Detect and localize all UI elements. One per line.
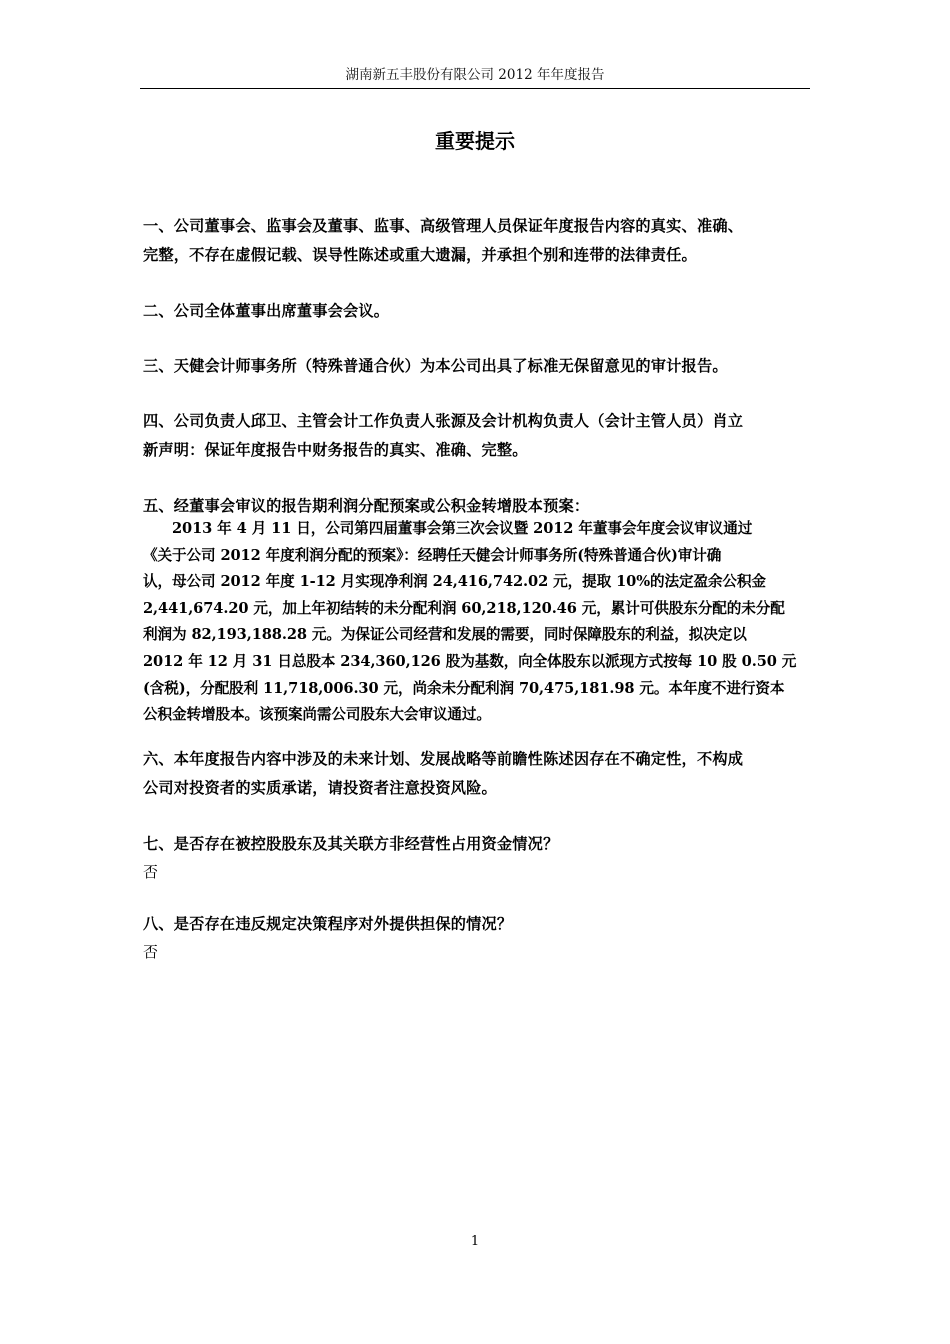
notice-item-4-line-1: 四、公司负责人邱卫、主管会计工作负责人张源及会计机构负责人（会计主管人员）肖立 (143, 412, 744, 430)
profit-distribution-line-6: 2012 年 12 月 31 日总股本 234,360,126 股为基数，向全体股东以派现方式按每 10 股 0.50 元 (143, 652, 797, 670)
page-title: 重要提示 (435, 129, 515, 153)
notice-item-7-question (143, 830, 803, 859)
notice-item-3 (143, 352, 803, 381)
page-header: 湖南新五丰股份有限公司 2012 年年度报告 (345, 67, 605, 83)
notice-item-6-line-1: 六、本年度报告内容中涉及的未来计划、发展战略等前瞻性陈述因存在不确定性，不构成 (143, 750, 744, 768)
notice-item-1 (143, 212, 803, 270)
notice-item-6-line-2: 公司对投资者的实质承诺，请投资者注意投资风险。 (143, 779, 497, 797)
notice-item-2-line-1: 二、公司全体董事出席董事会会议。 (143, 302, 390, 320)
notice-item-8-question-line: 八、是否存在违反规定决策程序对外提供担保的情况？ (143, 915, 513, 933)
notice-item-2 (143, 297, 803, 326)
profit-distribution-line-1: 2013 年 4 月 11 日，公司第四届董事会第三次会议暨 2012 年董事会年度会议审议通过 (143, 520, 753, 537)
profit-distribution-line-7: (含税)，分配股利 11,718,006.30 元，尚余未分配利润 70,475,181.98 元。本年度不进行资本 (143, 679, 785, 697)
profit-distribution-line-3: 认，母公司 2012 年度 1-12 月实现净利润 24,416,742.02 元，提取 10%的法定盈余公积金 (143, 573, 766, 591)
profit-distribution-line-5: 利润为 82,193,188.28 元。为保证公司经营和发展的需要，同时保障股东的利益，拟决定以 (143, 626, 747, 644)
notice-item-8-question (143, 910, 803, 939)
notice-item-1-line-2: 完整，不存在虚假记载、误导性陈述或重大遗漏，并承担个别和连带的法律责任。 (143, 246, 697, 264)
notice-item-7-question-line: 七、是否存在被控股股东及其关联方非经营性占用资金情况？ (143, 835, 559, 853)
profit-distribution-paragraph (143, 516, 805, 729)
profit-distribution-line-4: 2,441,674.20 元，加上年初结转的未分配利润 60,218,120.46 元，累计可供股东分配的未分配 (143, 599, 785, 617)
profit-distribution-line-2: 《关于公司 2012 年度利润分配的预案》：经聘任天健会计师事务所(特殊普通合伙)审计确 (143, 546, 722, 564)
page-number: 1 (470, 1234, 480, 1249)
notice-item-5-heading-line: 五、经董事会审议的报告期利润分配预案或公积金转增股本预案： (143, 497, 590, 515)
notice-item-4 (143, 407, 803, 465)
notice-item-4-line-2: 新声明：保证年度报告中财务报告的真实、准确、完整。 (143, 441, 528, 459)
notice-item-3-line-1: 三、天健会计师事务所（特殊普通合伙）为本公司出具了标准无保留意见的审计报告。 (143, 357, 728, 375)
header-divider (140, 88, 810, 89)
notice-item-1-line-1: 一、公司董事会、监事会及董事、监事、高级管理人员保证年度报告内容的真实、准确、 (143, 217, 744, 235)
notice-item-7-answer: 否 (143, 863, 159, 881)
profit-distribution-line-8: 公积金转增股本。该预案尚需公司股东大会审议通过。 (143, 706, 491, 724)
notice-item-8-answer: 否 (143, 943, 159, 961)
notice-item-6 (143, 745, 803, 803)
